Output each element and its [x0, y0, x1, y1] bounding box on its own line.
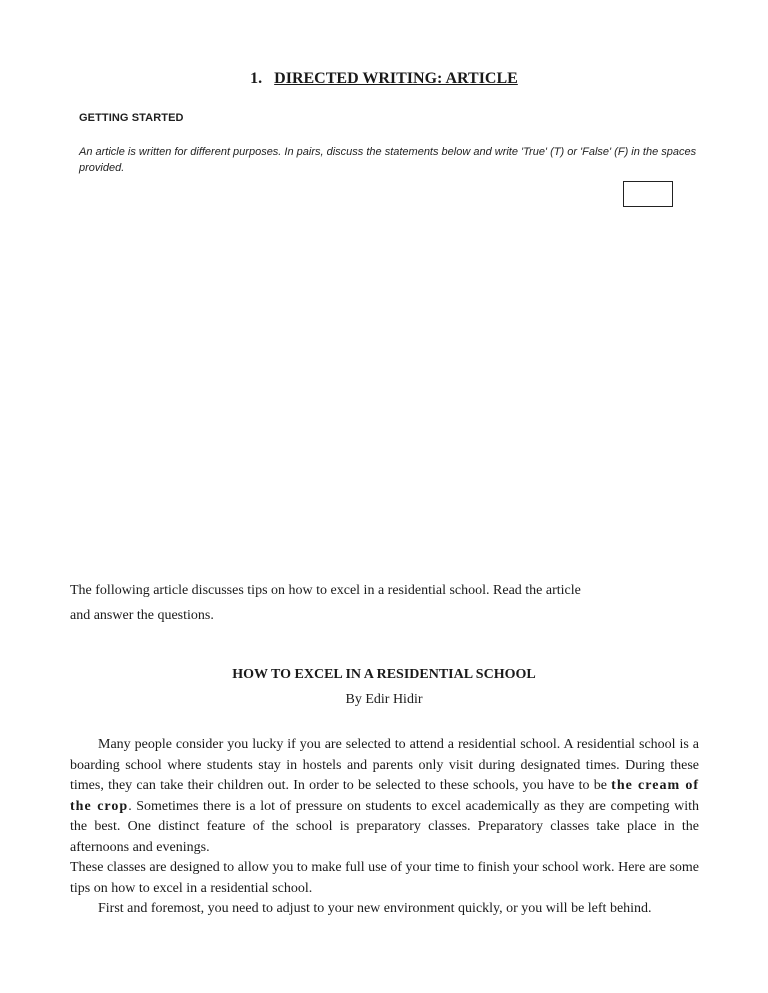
article-author: By Edir Hidir	[345, 692, 423, 707]
intro-line-1: The following article discusses tips on how to excel in a residential school. Read the article	[70, 583, 581, 598]
article-paragraph-2: These classes are designed to allow you to make full use of your time to finish your school work. Here are some tips on how to excel in a residential school.	[70, 860, 699, 896]
article-paragraph-3: First and foremost, you need to adjust to your new environment quickly, or you will be left behind.	[98, 901, 652, 916]
getting-started-label: GETTING STARTED	[79, 112, 184, 124]
intro-line-2: and answer the questions.	[70, 608, 214, 623]
section-number: 1.	[250, 70, 263, 87]
article-body	[70, 735, 699, 920]
section-title: DIRECTED WRITING: ARTICLE	[274, 70, 518, 87]
activity-instruction: An article is written for different purposes. In pairs, discuss the statements below and write 'True' (T) or 'False' (F) in the spaces provided.	[79, 146, 697, 174]
paragraph-1-text-start: Many people consider you lucky if you are selected to attend a residential school. A residential school is a boarding school where students stay in hostels and parents only visit during designated times. During these times, they can take their children out. In order to be selected to these schools, you have to be	[70, 737, 699, 793]
paragraph-1-text-end: . Sometimes there is a lot of pressure on students to excel academically as they are competing with the best. One distinct feature of the school is preparatory classes. Preparatory classes take place in the afternoons and evenings.	[70, 798, 699, 855]
section-heading	[0, 70, 768, 88]
answer-box[interactable]	[623, 181, 673, 207]
article-paragraph-1	[70, 735, 699, 858]
idiom-highlight: the cream of the crop	[70, 778, 700, 814]
article-title: HOW TO EXCEL IN A RESIDENTIAL SCHOOL	[232, 667, 536, 682]
